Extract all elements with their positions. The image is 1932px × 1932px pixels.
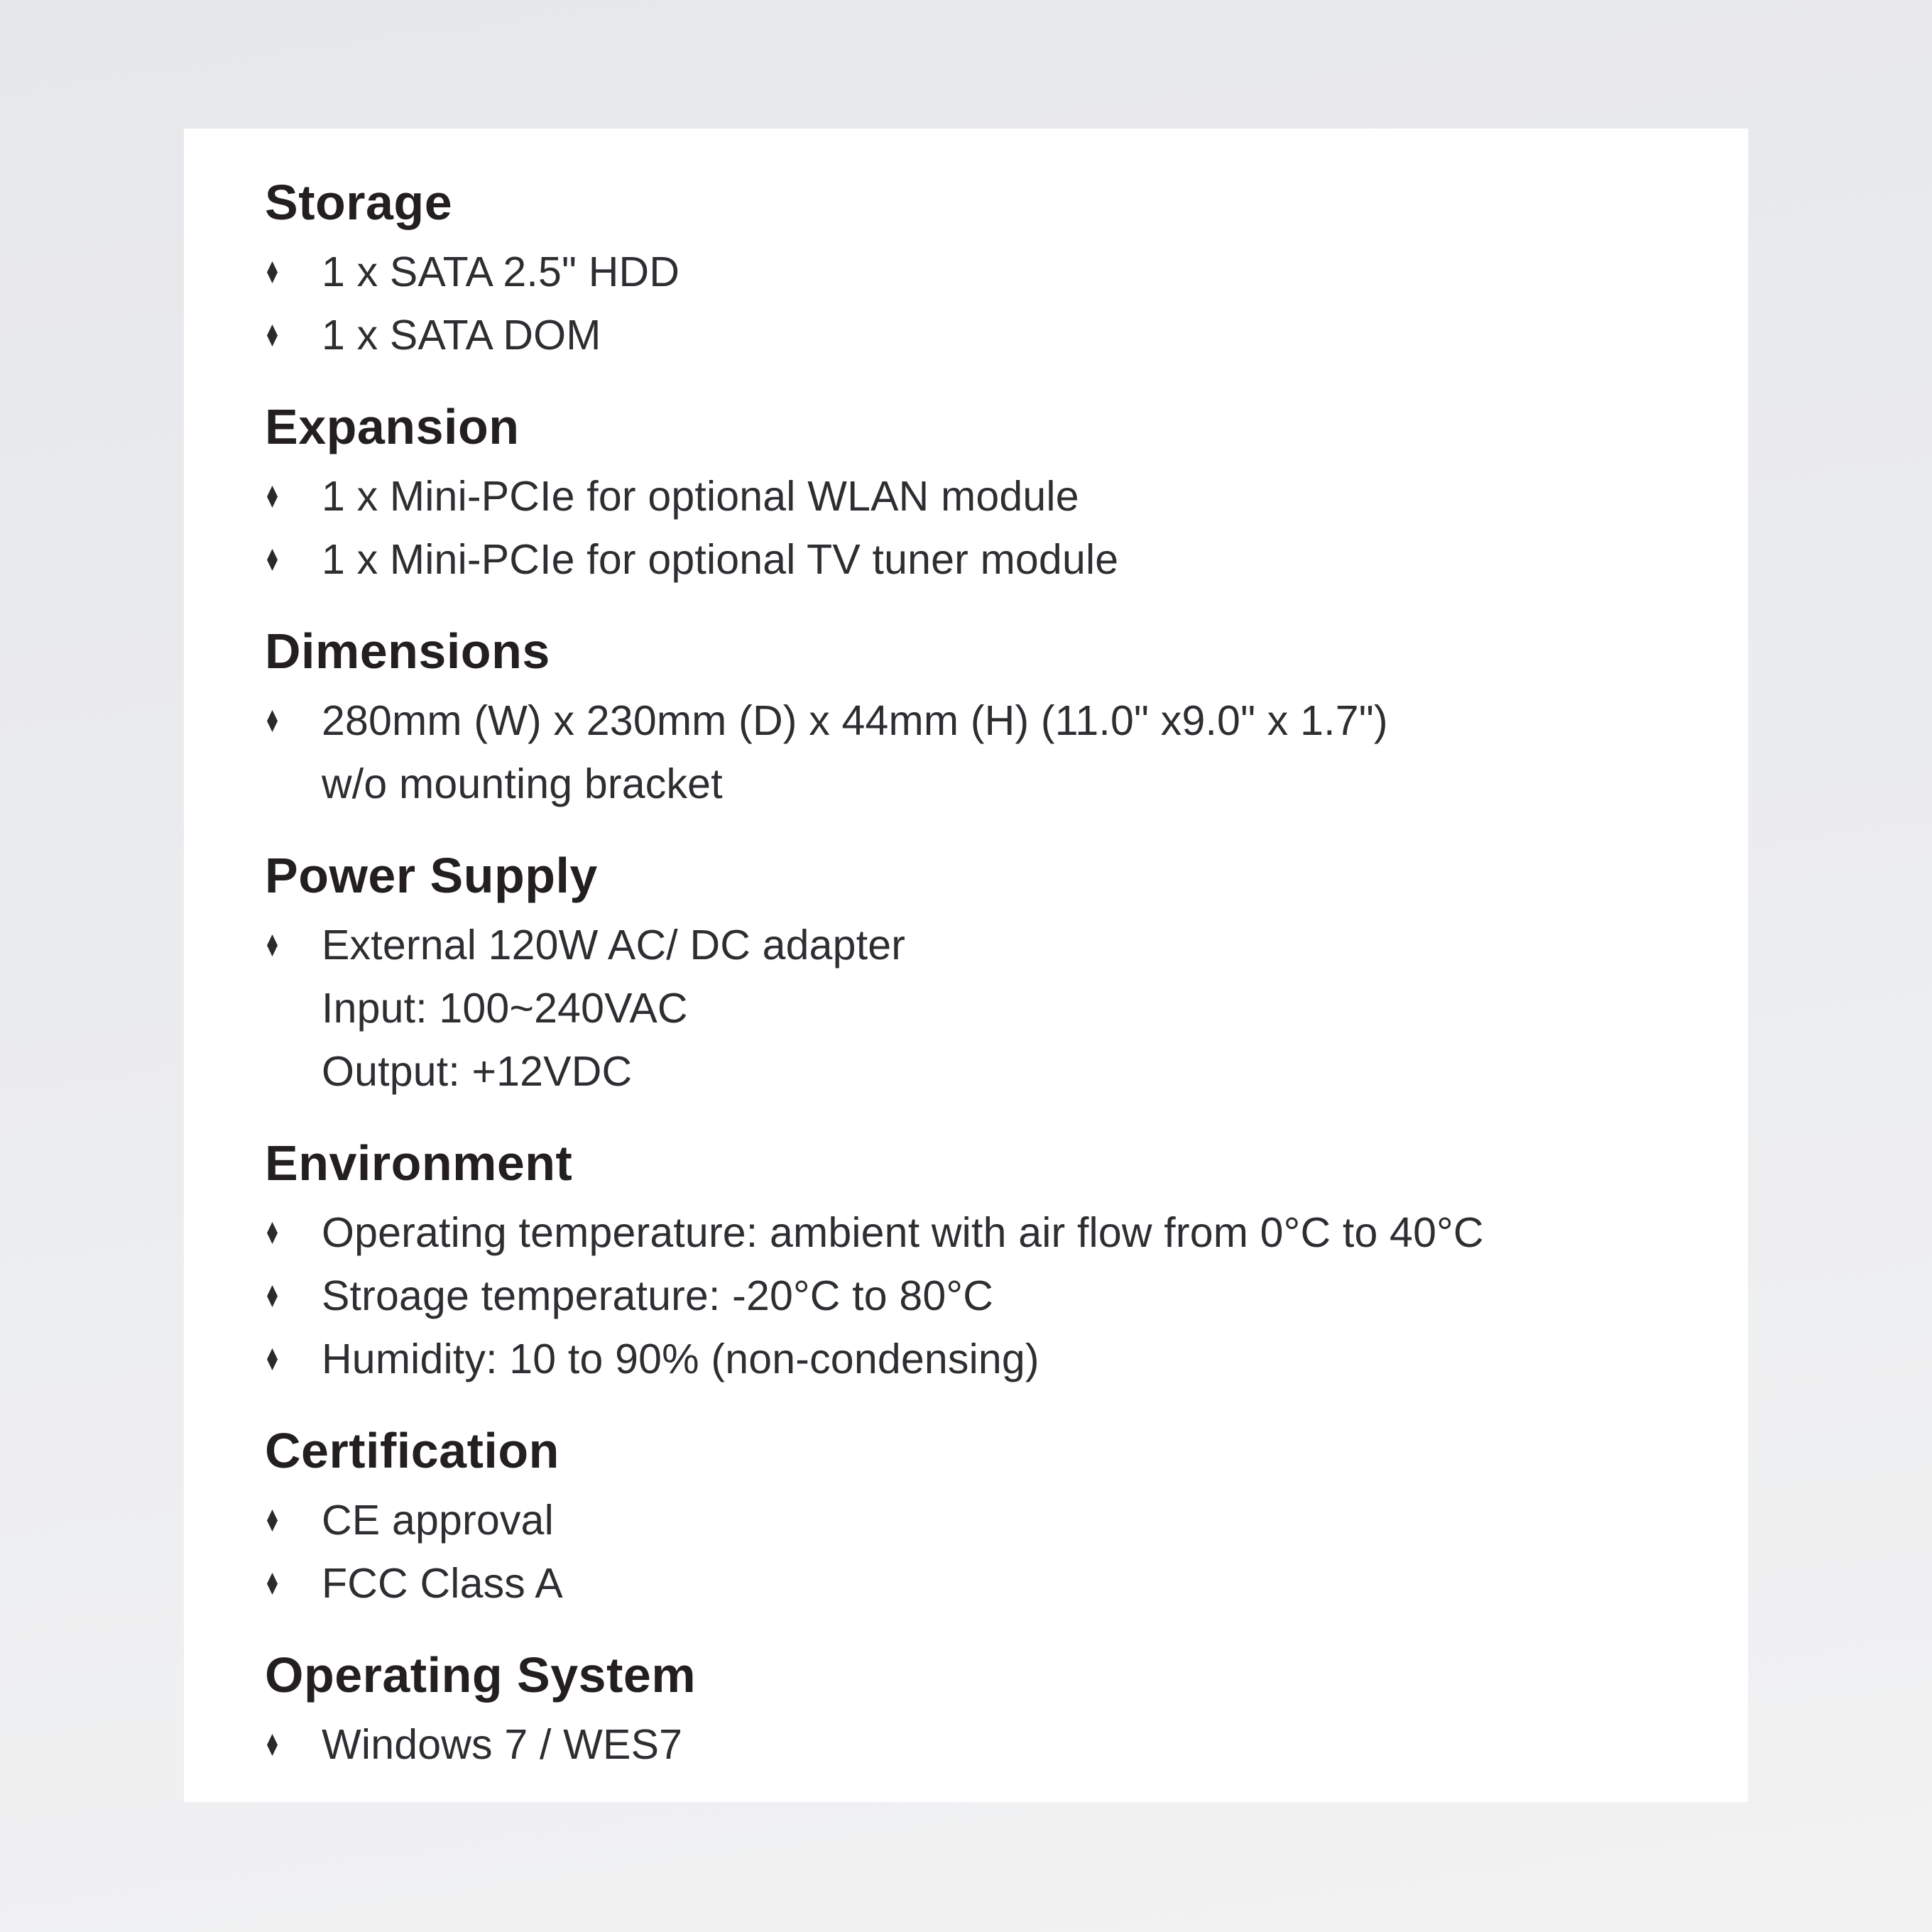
list-item [265,465,1698,528]
spec-section [265,1133,1698,1391]
diamond-bullet-icon [267,1510,278,1532]
list-item [265,1328,1698,1391]
section-heading: Dimensions [265,623,550,679]
list-item-text: CE approval [322,1497,554,1544]
section-item-list [265,1713,1698,1777]
list-item-text: Windows 7 / WES7 [322,1721,683,1768]
section-heading: Environment [265,1135,573,1191]
section-item-list [265,1201,1698,1391]
diamond-bullet-icon [267,710,278,732]
list-item-text: 1 x SATA DOM [322,312,601,359]
diamond-bullet-icon [267,998,278,1020]
list-item [265,914,1698,977]
section-heading: Expansion [265,399,520,454]
diamond-bullet-icon [267,1573,278,1595]
list-item [265,1713,1698,1777]
list-item [265,241,1698,304]
list-item-text: Output: +12VDC [322,1048,633,1095]
list-item [265,528,1698,591]
spec-section [265,397,1698,591]
list-item-text: 280mm (W) x 230mm (D) x 44mm (H) (11.0" x9.0" x 1.7") [322,697,1388,744]
diamond-bullet-icon [267,1222,278,1244]
list-item [265,1552,1698,1615]
diamond-bullet-icon [267,261,278,283]
list-item [265,753,1698,816]
section-item-list [265,241,1698,367]
diamond-bullet-icon [267,1734,278,1756]
spec-sheet-card [184,129,1748,1802]
list-item-text: Humidity: 10 to 90% (non-condensing) [322,1336,1039,1382]
list-item-text: Input: 100~240VAC [322,985,688,1032]
section-item-list [265,914,1698,1103]
diamond-bullet-icon [267,324,278,346]
list-item-text: Operating temperature: ambient with air flow from 0°C to 40°C [322,1209,1484,1256]
list-item [265,689,1698,753]
diamond-bullet-icon [267,1061,278,1083]
spec-section [265,1421,1698,1615]
list-item-text: Stroage temperature: -20°C to 80°C [322,1272,994,1319]
diamond-bullet-icon [267,773,278,795]
section-item-list [265,689,1698,816]
spec-section [265,173,1698,367]
diamond-bullet-icon [267,934,278,956]
list-item [265,304,1698,367]
section-item-list [265,465,1698,591]
diamond-bullet-icon [267,1285,278,1307]
section-item-list [265,1489,1698,1615]
list-item-text: 1 x Mini-PCIe for optional WLAN module [322,473,1079,520]
diamond-bullet-icon [267,486,278,508]
diamond-bullet-icon [267,1348,278,1370]
list-item-text: 1 x SATA 2.5" HDD [322,249,680,295]
list-item [265,1040,1698,1103]
diamond-bullet-icon [267,549,278,571]
section-heading: Power Supply [265,848,598,903]
list-item [265,1201,1698,1265]
section-heading: Storage [265,175,453,230]
section-heading: Operating System [265,1647,697,1703]
list-item-text: External 120W AC/ DC adapter [322,922,906,968]
spec-section [265,621,1698,816]
list-item-text: w/o mounting bracket [322,760,723,807]
spec-section [265,1645,1698,1777]
list-item-text: 1 x Mini-PCIe for optional TV tuner module [322,536,1119,583]
spec-section [265,846,1698,1103]
list-item [265,1489,1698,1552]
list-item [265,977,1698,1040]
list-item [265,1265,1698,1328]
list-item-text: FCC Class A [322,1560,563,1607]
section-heading: Certification [265,1423,560,1478]
